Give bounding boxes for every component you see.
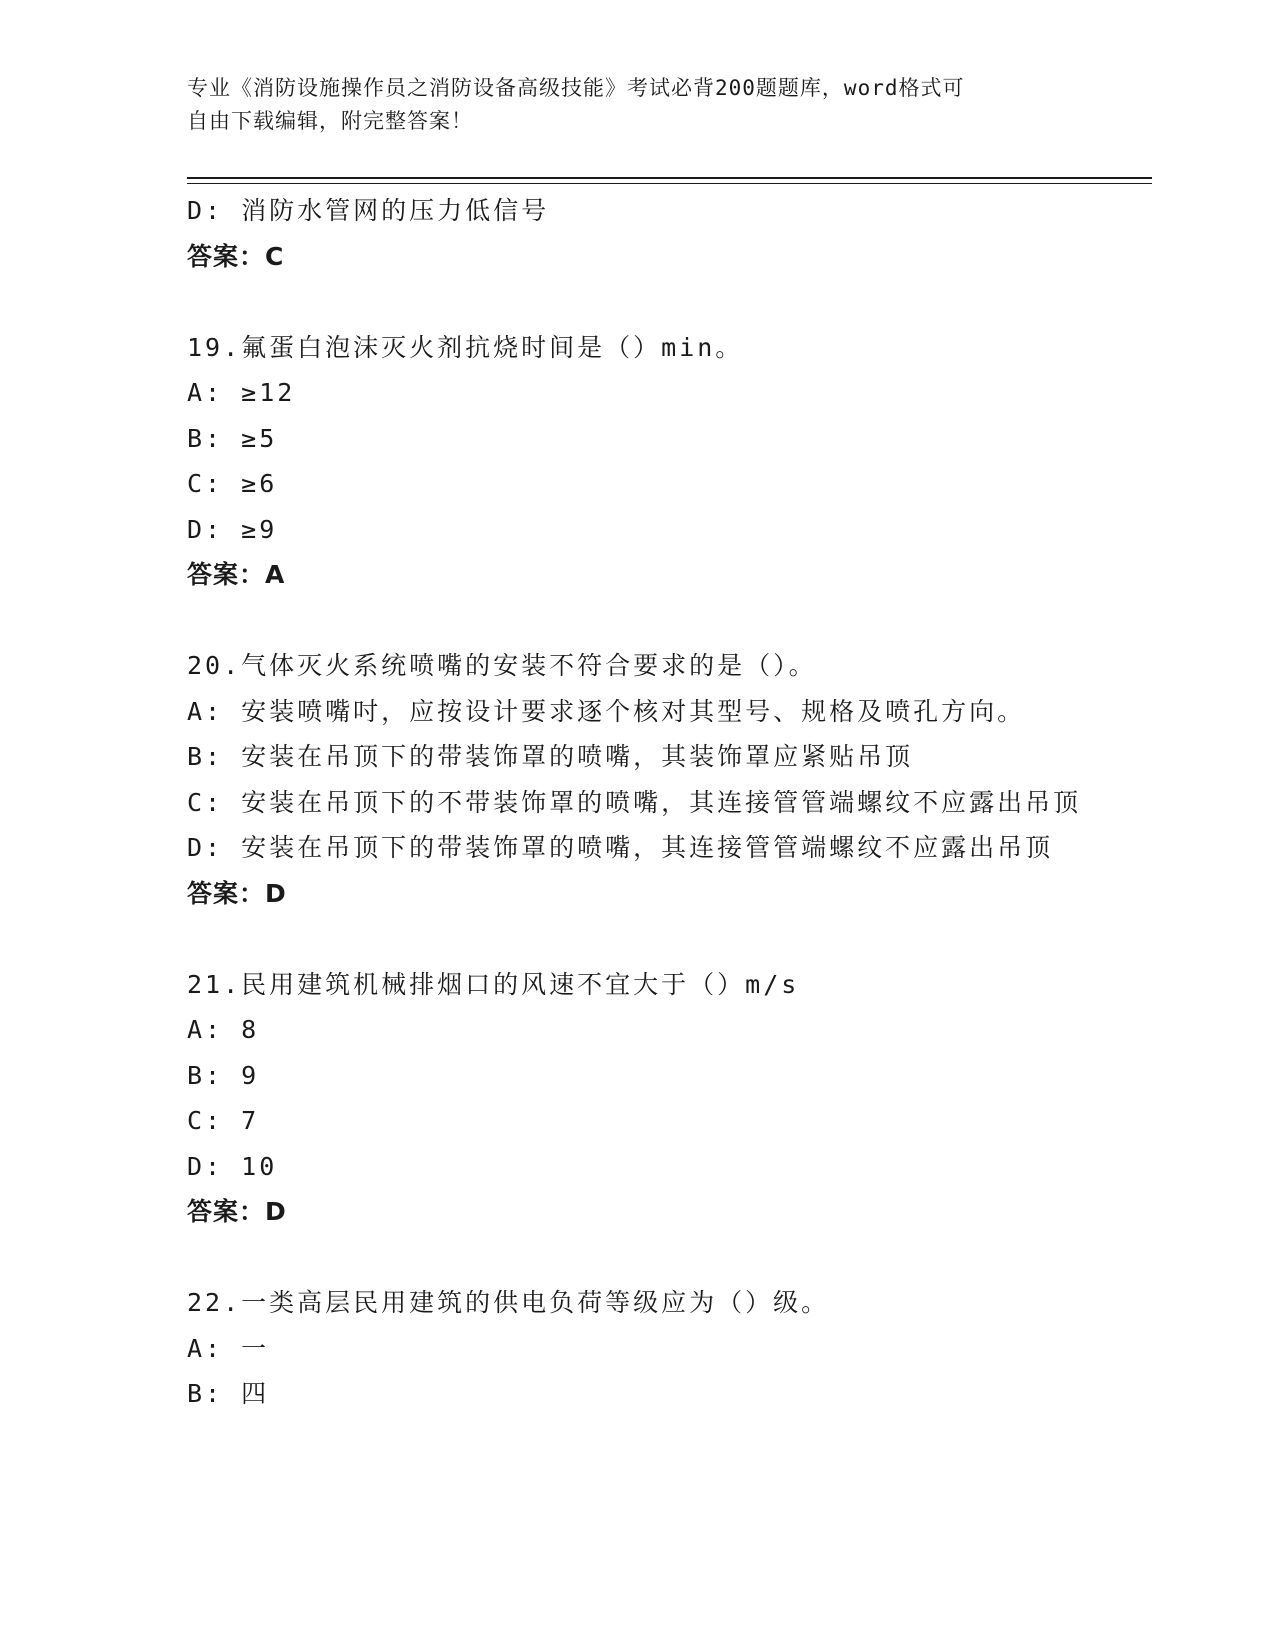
spacer [187,1235,1087,1281]
header-line-2: 自由下载编辑，附完整答案！ [187,109,473,133]
option-a: A: 一 [187,1333,270,1363]
answer-line: 答案：A [187,560,286,589]
question-list [187,188,1087,1417]
answer-line: 答案：D [187,1197,287,1226]
question-20: 20.气体灭火系统喷嘴的安装不符合要求的是（）。 [187,651,817,680]
spacer [187,279,1087,325]
question-19: 19.氟蛋白泡沫灭火剂抗烧时间是（）min。 [187,332,744,362]
header-divider [187,177,1152,179]
option-c: C: 安装在吊顶下的不带装饰罩的喷嘴，其连接管管端螺纹不应露出吊顶 [187,787,1082,817]
spacer [187,916,1087,962]
answer-line: 答案：C [187,241,285,271]
answer-line: 答案：D [187,878,287,908]
option-a: A: 8 [187,1015,260,1044]
question-21: 21.民用建筑机械排烟口的风速不宜大于（）m/s [187,969,800,999]
option-a: A: 安装喷嘴吋，应按设计要求逐个核对其型号、规格及喷孔方向。 [187,696,1026,726]
spacer [187,598,1087,644]
option-a: A: ≥12 [187,378,296,407]
question-22: 22.一类高层民用建筑的供电负荷等级应为（）级。 [187,1288,830,1317]
option-b: B: 9 [187,1060,260,1090]
option-d: D: 安装在吊顶下的带装饰罩的喷嘴，其连接管管端螺纹不应露出吊顶 [187,833,1054,862]
option-c: C: 7 [187,1106,260,1135]
option-d: D: ≥9 [187,514,278,544]
option-c: C: ≥6 [187,469,278,498]
option-d: D: 消防水管网的压力低信号 [187,196,550,225]
document-header [187,72,1087,138]
option-b: B: 安装在吊顶下的带装饰罩的喷嘴，其装饰罩应紧贴吊顶 [187,742,914,771]
header-divider-thin [187,183,1152,184]
option-d: D: 10 [187,1151,278,1181]
option-b: B: ≥5 [187,423,278,453]
option-b: B: 四 [187,1379,270,1408]
header-line-1: 专业《消防设施操作员之消防设备高级技能》考试必背200题题库，word格式可 [187,76,965,100]
